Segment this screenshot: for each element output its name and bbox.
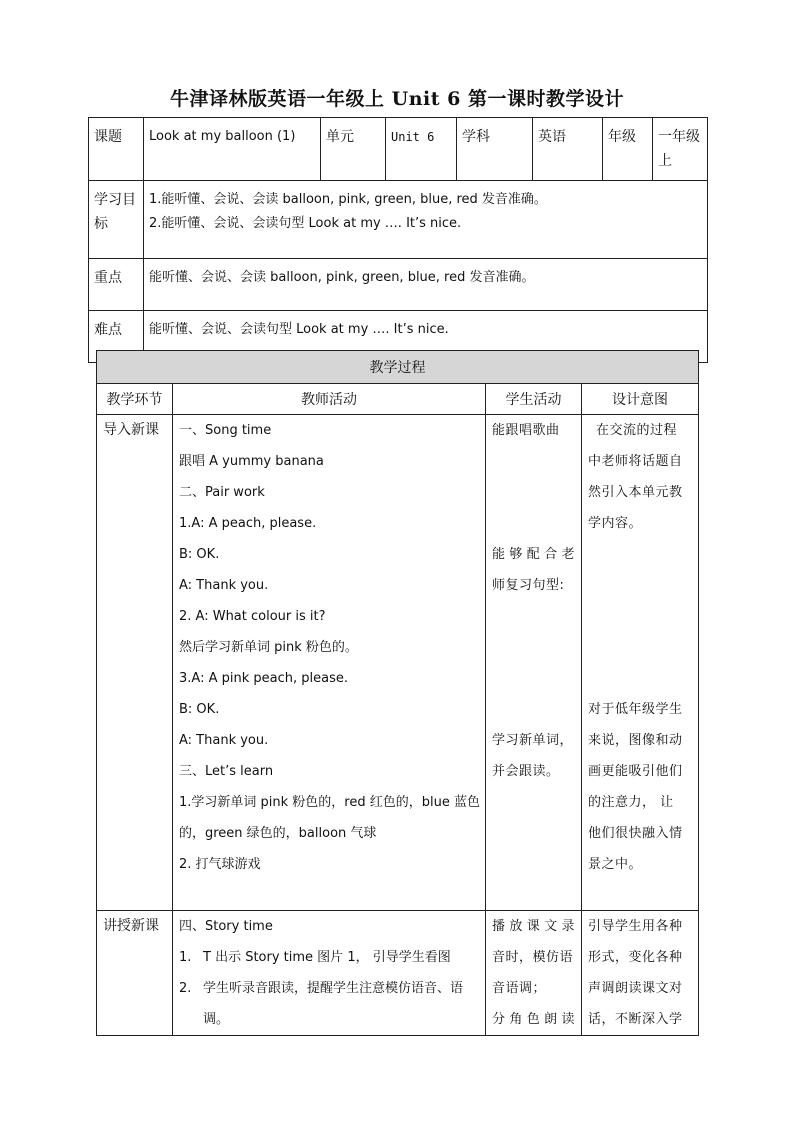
student-line: 并会跟读。 (492, 764, 560, 779)
list-text: 学生听录音跟读，提醒学生注意模仿语音、语 (203, 981, 464, 996)
teacher-line: 2. A: What colour is it? (179, 609, 326, 624)
topic-label: 课题 (89, 118, 144, 181)
col-student-header: 学生活动 (486, 384, 582, 415)
teacher-list-item (179, 973, 479, 1004)
design-intent-cell (582, 911, 699, 1036)
teacher-line: A: Thank you. (179, 578, 269, 593)
student-line: 能跟唱歌曲 (492, 423, 560, 438)
goal-item: 2.能听懂、会说、会读句型 Look at my …. It’s nice. (149, 216, 462, 231)
list-text: T 出示 Story time 图片 1， 引导学生看图 (203, 950, 451, 965)
teacher-line: A: Thank you. (179, 733, 269, 748)
intent-line: 学内容。 (588, 516, 643, 531)
goals-label: 学习目标 (89, 181, 144, 259)
intent-line: 声调朗读课文对 (588, 981, 683, 996)
intent-line: 景之中。 (588, 857, 643, 872)
stage-cell (97, 415, 173, 911)
subject-value: 英语 (533, 118, 603, 181)
process-header-row (97, 351, 699, 384)
teacher-line: 然后学习新单词 pink 粉色的。 (179, 640, 358, 655)
process-row-intro (97, 415, 699, 911)
intent-line: 来说，图像和动 (588, 733, 683, 748)
stage-cell (97, 911, 173, 1036)
intent-line: 画更能吸引他们 (588, 764, 683, 779)
teacher-activity-cell (173, 415, 486, 911)
teacher-line: 二、Pair work (179, 485, 265, 500)
goal-item: 1.能听懂、会说、会读 balloon, pink, green, blue, red 发音准确。 (149, 192, 547, 207)
info-row-key (89, 259, 708, 311)
col-teacher-header: 教师活动 (173, 384, 486, 415)
intent-line: 形式，变化各种 (588, 950, 683, 965)
intent-line: 话，不断深入学 (588, 1012, 683, 1027)
teacher-line: 3.A: A pink peach, please. (179, 671, 348, 686)
teacher-line: 2. 打气球游戏 (179, 857, 261, 872)
teacher-line: 跟唱 A yummy banana (179, 454, 324, 469)
stage-label: 导入新课 (103, 422, 159, 438)
document-title: 牛津译林版英语一年级上 Unit 6 第一课时教学设计 (170, 88, 624, 110)
student-line: 学习新单词， (492, 733, 574, 748)
design-intent-cell (582, 415, 699, 911)
intent-line: 的注意力， 让 (588, 795, 674, 810)
teaching-process-table (96, 350, 699, 1036)
student-line: 音语调； (492, 981, 547, 996)
student-line: 播放课文录 (492, 919, 575, 934)
student-line: 师复习句型: (492, 578, 565, 593)
teacher-line: 一、Song time (179, 423, 272, 438)
student-activity-cell (486, 911, 582, 1036)
student-line: 分角色朗读 (492, 1012, 575, 1027)
teacher-line: 三、Let’s learn (179, 764, 274, 779)
intent-line: 在交流的过程 (596, 423, 678, 438)
key-value: 能听懂、会说、会读 balloon, pink, green, blue, red 发音准确。 (144, 259, 708, 311)
teacher-activity-cell (173, 911, 486, 1036)
process-header: 教学过程 (97, 351, 699, 384)
teacher-line: 的，green 绿色的，balloon 气球 (179, 826, 377, 841)
teacher-line: B: OK. (179, 547, 220, 562)
intent-line: 他们很快融入情 (588, 826, 683, 841)
teacher-line: 1.学习新单词 pink 粉色的，red 红色的，blue 蓝色 (179, 795, 480, 810)
grade-value: 一年级上 (653, 118, 708, 181)
info-row-goals (89, 181, 708, 259)
stage-label: 讲授新课 (103, 918, 159, 934)
col-intent-header: 设计意图 (582, 384, 699, 415)
info-row-topic (89, 118, 708, 181)
subject-label: 学科 (457, 118, 533, 181)
difficulty-label: 难点 (89, 311, 144, 363)
grade-label: 年级 (603, 118, 653, 181)
list-number: 1. (179, 950, 192, 965)
student-activity-cell (486, 415, 582, 911)
topic-value: Look at my balloon (1) (144, 118, 321, 181)
intent-line: 然引入本单元教 (588, 485, 683, 500)
column-header-row (97, 384, 699, 415)
col-stage-header: 教学环节 (97, 384, 173, 415)
student-line: 音时，模仿语 (492, 950, 574, 965)
list-number: 2. (179, 981, 192, 996)
unit-value: Unit 6 (386, 118, 457, 181)
teacher-line: 四、Story time (179, 919, 273, 934)
teacher-list-item (179, 942, 479, 973)
lesson-info-table (88, 117, 708, 363)
intent-line: 中老师将话题自 (588, 454, 683, 469)
student-line: 能够配合老 (492, 547, 575, 562)
intent-line: 引导学生用各种 (588, 919, 683, 934)
teacher-line: 调。 (203, 1012, 230, 1027)
intent-line: 对于低年级学生 (588, 702, 683, 717)
key-label: 重点 (89, 259, 144, 311)
unit-label: 单元 (321, 118, 386, 181)
teacher-line: 1.A: A peach, please. (179, 516, 317, 531)
teacher-line: B: OK. (179, 702, 220, 717)
difficulty-value: 能听懂、会说、会读句型 Look at my …. It’s nice. (144, 311, 708, 363)
process-row-new-lesson (97, 911, 699, 1036)
goals-list (144, 181, 708, 259)
